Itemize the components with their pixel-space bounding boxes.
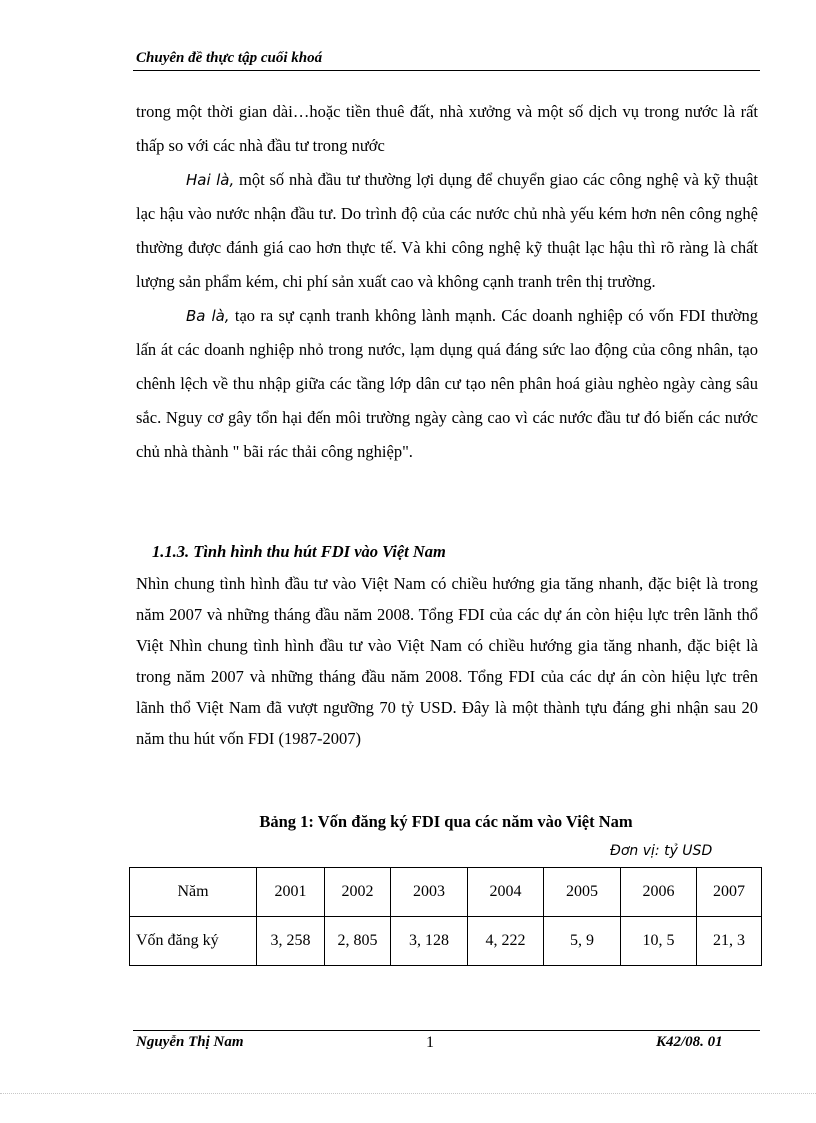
value-cell: 21, 3 [697, 917, 762, 966]
value-cell: 10, 5 [621, 917, 697, 966]
paragraph-1: trong một thời gian dài…hoặc tiền thuê đất, nhà xưởng và một số dịch vụ trong nước là rất thấp so với các nhà đầu tư trong nước [136, 102, 758, 155]
paragraph-2-text: một số nhà đầu tư thường lợi dụng để chuyển giao các công nghệ và kỹ thuật lạc hậu vào nước nhận đầu tư. Do trình độ của các nước chủ nhà yếu kém hơn nên công nghệ thường được đánh giá cao hơn thực tế. Và khi công nghệ kỹ thuật lạc hậu thì rõ ràng là chất lượng sản phẩm kém, chi phí sản xuất cao và không cạnh tranh trên thị trường. [136, 170, 758, 291]
table-unit: Đơn vị: tỷ USD [610, 843, 713, 859]
footer-author: Nguyễn Thị Nam [136, 1034, 244, 1050]
table-row-years [130, 868, 762, 917]
page-number: 1 [426, 1034, 434, 1051]
year-cell: 2007 [697, 868, 762, 917]
value-cell: 3, 258 [257, 917, 325, 966]
year-cell: 2004 [468, 868, 544, 917]
body-text-block [136, 95, 758, 469]
year-cell: 2001 [257, 868, 325, 917]
value-cell: 5, 9 [544, 917, 621, 966]
footer-class-code: K42/08. 01 [656, 1034, 723, 1050]
paragraph-2-lead: Hai là, [186, 171, 235, 189]
footer-divider [133, 1030, 760, 1031]
paragraph-2 [136, 163, 758, 299]
section-body [136, 568, 758, 754]
page-header-title: Chuyên đề thực tập cuối khoá [136, 50, 323, 66]
paragraph-3-text: tạo ra sự cạnh tranh không lành mạnh. Các doanh nghiệp có vốn FDI thường lấn át các doanh nghiệp nhỏ trong nước, lạm dụng quá đáng sức lao động của công nhân, tạo chênh lệch về thu nhập giữa các tầng lớp dân cư tạo nên phân hoá giàu nghèo ngày càng sâu sắc. Nguy cơ gây tổn hại đến môi trường ngày càng cao vì các nước đầu tư đó biến các nước chủ nhà thành " bãi rác thải công nghiệp". [136, 306, 758, 461]
year-cell: 2003 [391, 868, 468, 917]
paragraph-3-lead: Ba là, [186, 307, 230, 325]
table-row-values [130, 917, 762, 966]
table-header-cell: Năm [130, 868, 257, 917]
section-heading: 1.1.3. Tình hình thu hút FDI vào Việt Nam [152, 542, 446, 561]
page-edge-divider [0, 1093, 816, 1094]
table-caption-text: Bảng 1: Vốn đăng ký FDI qua các năm vào Việt Nam [259, 812, 633, 831]
table-row-label: Vốn đăng ký [130, 917, 257, 966]
paragraph-3 [136, 299, 758, 469]
fdi-table [129, 867, 762, 966]
table-caption [0, 812, 816, 832]
value-cell: 2, 805 [325, 917, 391, 966]
value-cell: 3, 128 [391, 917, 468, 966]
value-cell: 4, 222 [468, 917, 544, 966]
year-cell: 2005 [544, 868, 621, 917]
year-cell: 2002 [325, 868, 391, 917]
section-paragraph: Nhìn chung tình hình đầu tư vào Việt Nam có chiều hướng gia tăng nhanh, đặc biệt là trong năm 2007 và những tháng đầu năm 2008. Tổng FDI của các dự án còn hiệu lực trên lãnh thổ Việt Nhìn chung tình hình đầu tư vào Việt Nam có chiều hướng gia tăng nhanh, đặc biệt là trong năm 2007 và những tháng đầu năm 2008. Tổng FDI của các dự án còn hiệu lực trên lãnh thổ Việt Nam đã vượt ngưỡng 70 tỷ USD. Đây là một thành tựu đáng ghi nhận sau 20 năm thu hút vốn FDI (1987-2007) [136, 574, 758, 748]
year-cell: 2006 [621, 868, 697, 917]
header-divider [133, 70, 760, 71]
